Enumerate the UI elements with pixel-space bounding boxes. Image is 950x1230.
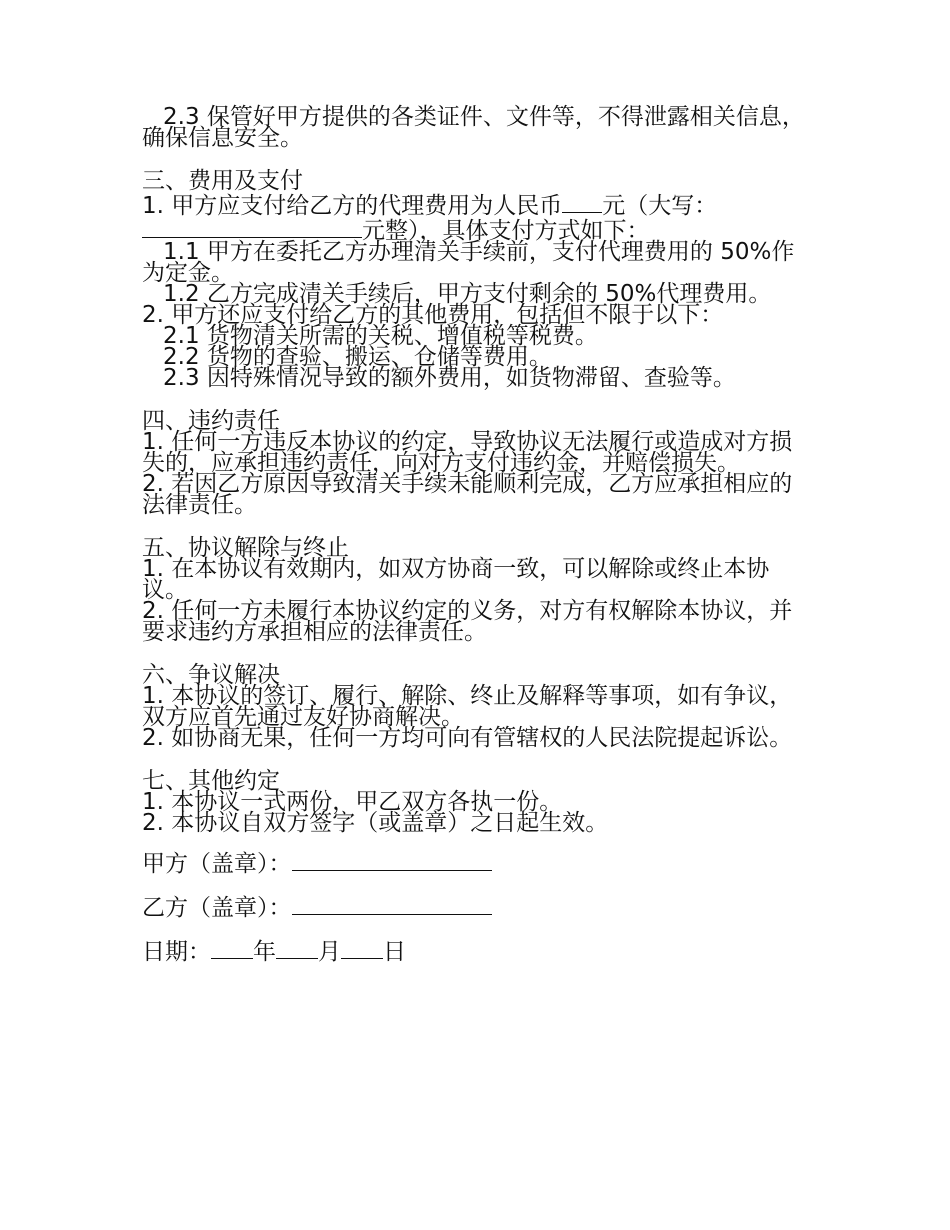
month-label: 月 xyxy=(318,939,341,965)
party-b-signature xyxy=(142,894,810,922)
date-label: 日期： xyxy=(142,939,211,965)
clause-7-2: 2. 本协议自双方签字（或盖章）之日起生效。 xyxy=(142,810,609,836)
clause-3-1-mid: 元（大写： xyxy=(602,193,718,219)
section-5-heading: 五、协议解除与终止 xyxy=(142,535,349,561)
clause-5-1: 1. 在本协议有效期内，如双方协商一致，可以解除或终止本协议。 xyxy=(142,556,770,603)
clause-3-1-post: 元整），具体支付方式如下： xyxy=(362,218,650,244)
section-4-heading: 四、违约责任 xyxy=(142,408,280,434)
day-label: 日 xyxy=(383,939,406,965)
month-blank xyxy=(276,938,318,959)
clause-6-1: 1. 本协议的签订、履行、解除、终止及解释等事项，如有争议，双方应首先通过友好协商解决。 xyxy=(142,683,793,730)
day-blank xyxy=(341,938,383,959)
year-blank xyxy=(211,938,253,959)
clause-3-1-2: 1.2 乙方完成清关手续后，甲方支付剩余的 50%代理费用。 xyxy=(163,281,772,307)
section-7-heading: 七、其他约定 xyxy=(142,768,280,794)
party-b-signature-line xyxy=(292,894,492,915)
clause-7-1: 1. 本协议一式两份，甲乙双方各执一份。 xyxy=(142,789,563,815)
clause-3-1 xyxy=(142,192,810,242)
section-6-heading: 六、争议解决 xyxy=(142,662,280,688)
document-page xyxy=(142,104,810,966)
clause-3-2-2: 2.2 货物的查验、搬运、仓储等费用。 xyxy=(163,344,552,370)
date-line xyxy=(142,938,810,966)
clause-3-2-3: 2.3 因特殊情况导致的额外费用，如货物滞留、查验等。 xyxy=(163,365,736,391)
clause-4-1: 1. 任何一方违反本协议的约定，导致协议无法履行或造成对方损失的，应承担违约责任，向对方支付违约金，并赔偿损失。 xyxy=(142,429,793,476)
amount-blank xyxy=(562,192,602,213)
clause-4-2: 2. 若因乙方原因导致清关手续未能顺利完成，乙方应承担相应的法律责任。 xyxy=(142,471,793,518)
clause-3-2: 2. 甲方还应支付给乙方的其他费用，包括但不限于以下： xyxy=(142,302,724,328)
clause-6-2: 2. 如协商无果，任何一方均可向有管辖权的人民法院提起诉讼。 xyxy=(142,725,793,751)
clause-3-2-1: 2.1 货物清关所需的关税、增值税等税费。 xyxy=(163,323,598,349)
section-3-heading: 三、费用及支付 xyxy=(142,168,303,194)
clause-3-1-1: 1.1 甲方在委托乙方办理清关手续前，支付代理费用的 50%作为定金。 xyxy=(142,239,795,286)
party-a-signature xyxy=(142,850,810,878)
clause-3-1-pre: 1. 甲方应支付给乙方的代理费用为人民币 xyxy=(142,193,563,219)
party-a-label: 甲方（盖章）： xyxy=(142,851,292,877)
party-b-label: 乙方（盖章）： xyxy=(142,895,292,921)
clause-5-2: 2. 任何一方未履行本协议约定的义务，对方有权解除本协议，并要求违约方承担相应的法律责任。 xyxy=(142,598,793,645)
clause-2-3-text: 2.3 保管好甲方提供的各类证件、文件等，不得泄露相关信息，确保信息安全。 xyxy=(142,104,805,151)
party-a-signature-line xyxy=(292,850,492,871)
year-label: 年 xyxy=(253,939,276,965)
amount-capital-blank xyxy=(142,217,362,238)
